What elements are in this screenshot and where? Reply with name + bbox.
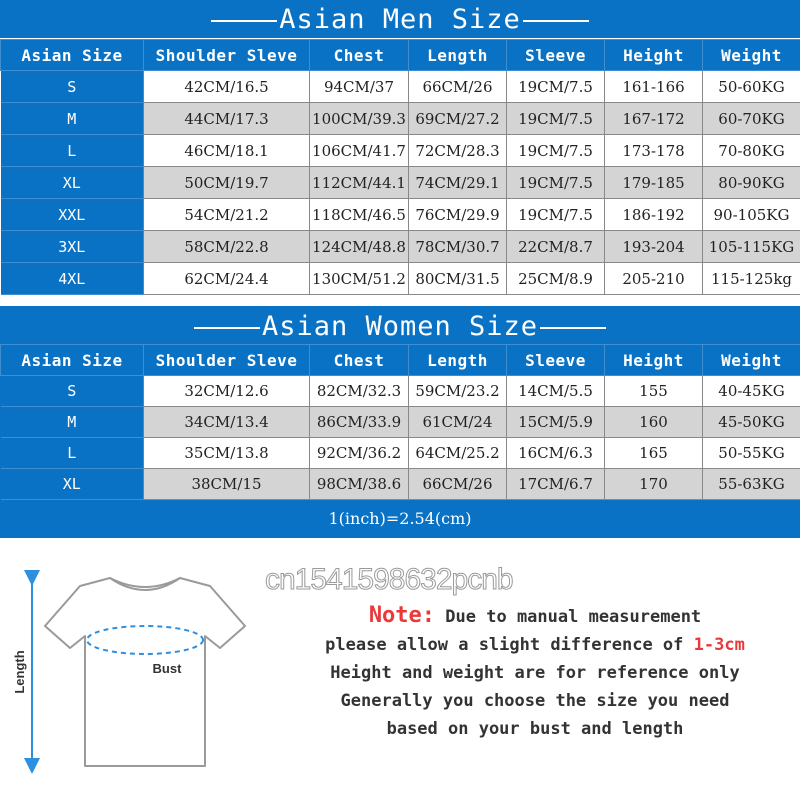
column-header: Asian Size — [1, 40, 144, 71]
size-cell: XL — [1, 469, 144, 500]
table-cell: 60-70KG — [703, 103, 800, 135]
table-cell: 50-60KG — [703, 71, 800, 103]
table-cell: 50CM/19.7 — [144, 167, 310, 199]
women-size-table — [0, 344, 800, 500]
column-header: Chest — [310, 40, 409, 71]
column-header: Length — [409, 40, 507, 71]
table-cell: 44CM/17.3 — [144, 103, 310, 135]
table-cell: 205-210 — [605, 263, 703, 295]
unit-conversion: 1(inch)=2.54(cm) — [328, 509, 472, 528]
table-cell: 124CM/48.8 — [310, 231, 409, 263]
table-cell: 186-192 — [605, 199, 703, 231]
table-cell: 80CM/31.5 — [409, 263, 507, 295]
watermark-text: cn1541598632pcnb — [265, 563, 513, 596]
women-title: Asian Women Size — [261, 311, 539, 342]
table-cell: 66CM/26 — [409, 71, 507, 103]
note-text-2: please allow a slight difference of — [325, 635, 694, 655]
table-row — [1, 199, 800, 231]
table-row — [1, 469, 800, 500]
table-cell: 58CM/22.8 — [144, 231, 310, 263]
table-cell: 40-45KG — [703, 376, 800, 407]
table-cell: 118CM/46.5 — [310, 199, 409, 231]
table-cell: 15CM/5.9 — [507, 407, 605, 438]
table-cell: 19CM/7.5 — [507, 135, 605, 167]
table-cell: 78CM/30.7 — [409, 231, 507, 263]
column-header: Sleeve — [507, 345, 605, 376]
table-cell: 115-125kg — [703, 263, 800, 295]
table-cell: 86CM/33.9 — [310, 407, 409, 438]
table-cell: 72CM/28.3 — [409, 135, 507, 167]
size-cell: M — [1, 103, 144, 135]
table-cell: 19CM/7.5 — [507, 167, 605, 199]
table-cell: 170 — [605, 469, 703, 500]
note-highlight: 1-3cm — [693, 635, 745, 655]
column-header: Shoulder Sleve — [144, 345, 310, 376]
table-cell: 161-166 — [605, 71, 703, 103]
table-row — [1, 231, 800, 263]
table-cell: 106CM/41.7 — [310, 135, 409, 167]
size-cell: L — [1, 438, 144, 469]
table-cell: 19CM/7.5 — [507, 71, 605, 103]
women-header-row — [1, 345, 800, 376]
table-cell: 100CM/39.3 — [310, 103, 409, 135]
column-header: Shoulder Sleve — [144, 40, 310, 71]
table-cell: 16CM/6.3 — [507, 438, 605, 469]
table-cell: 82CM/32.3 — [310, 376, 409, 407]
size-cell: XL — [1, 167, 144, 199]
size-cell: 3XL — [1, 231, 144, 263]
note-line-4: Generally you choose the size you need — [340, 691, 730, 711]
size-cell: L — [1, 135, 144, 167]
table-row — [1, 407, 800, 438]
men-title: Asian Men Size — [279, 4, 521, 35]
table-cell: 165 — [605, 438, 703, 469]
table-cell: 155 — [605, 376, 703, 407]
tshirt-outline — [45, 578, 245, 766]
table-cell: 64CM/25.2 — [409, 438, 507, 469]
table-cell: 19CM/7.5 — [507, 199, 605, 231]
table-cell: 54CM/21.2 — [144, 199, 310, 231]
table-cell: 173-178 — [605, 135, 703, 167]
table-cell: 179-185 — [605, 167, 703, 199]
title-rule-right — [523, 20, 589, 22]
table-cell: 80-90KG — [703, 167, 800, 199]
note-text-1: Due to manual measurement — [445, 607, 702, 627]
bust-label: Bust — [152, 661, 182, 676]
table-row — [1, 167, 800, 199]
note-line-5: based on your bust and length — [386, 719, 684, 739]
column-header: Sleeve — [507, 40, 605, 71]
table-cell: 46CM/18.1 — [144, 135, 310, 167]
length-label: Length — [12, 650, 27, 694]
table-cell: 90-105KG — [703, 199, 800, 231]
table-cell: 59CM/23.2 — [409, 376, 507, 407]
column-header: Weight — [703, 40, 800, 71]
note-line-3: Height and weight are for reference only — [330, 663, 740, 683]
table-cell: 14CM/5.5 — [507, 376, 605, 407]
table-cell: 32CM/12.6 — [144, 376, 310, 407]
table-row — [1, 71, 800, 103]
size-cell: S — [1, 376, 144, 407]
column-header: Chest — [310, 345, 409, 376]
size-cell: 4XL — [1, 263, 144, 295]
table-cell: 105-115KG — [703, 231, 800, 263]
table-cell: 94CM/37 — [310, 71, 409, 103]
title-rule-right — [540, 327, 606, 329]
table-cell: 98CM/38.6 — [310, 469, 409, 500]
table-cell: 62CM/24.4 — [144, 263, 310, 295]
column-header: Length — [409, 345, 507, 376]
table-cell: 193-204 — [605, 231, 703, 263]
men-header-row — [1, 40, 800, 71]
table-cell: 19CM/7.5 — [507, 103, 605, 135]
table-cell: 17CM/6.7 — [507, 469, 605, 500]
table-row — [1, 438, 800, 469]
table-cell: 76CM/29.9 — [409, 199, 507, 231]
table-cell: 38CM/15 — [144, 469, 310, 500]
table-cell: 112CM/44.1 — [310, 167, 409, 199]
column-header: Height — [605, 40, 703, 71]
table-cell: 70-80KG — [703, 135, 800, 167]
table-cell: 69CM/27.2 — [409, 103, 507, 135]
table-cell: 22CM/8.7 — [507, 231, 605, 263]
tshirt-diagram — [0, 548, 270, 788]
table-cell: 45-50KG — [703, 407, 800, 438]
table-cell: 167-172 — [605, 103, 703, 135]
table-cell: 61CM/24 — [409, 407, 507, 438]
note-line-2 — [280, 631, 790, 659]
table-cell: 66CM/26 — [409, 469, 507, 500]
title-rule-left — [211, 20, 277, 22]
size-cell: XXL — [1, 199, 144, 231]
table-cell: 92CM/36.2 — [310, 438, 409, 469]
note-label: Note: — [368, 603, 436, 628]
table-cell: 74CM/29.1 — [409, 167, 507, 199]
table-cell: 50-55KG — [703, 438, 800, 469]
title-rule-left — [194, 327, 260, 329]
women-title-banner — [0, 310, 800, 344]
column-header: Weight — [703, 345, 800, 376]
table-cell: 130CM/51.2 — [310, 263, 409, 295]
note-line-1 — [280, 602, 790, 631]
table-cell: 42CM/16.5 — [144, 71, 310, 103]
men-title-banner — [0, 0, 800, 38]
men-size-table — [0, 39, 800, 295]
column-header: Height — [605, 345, 703, 376]
table-cell: 34CM/13.4 — [144, 407, 310, 438]
size-cell: M — [1, 407, 144, 438]
table-cell: 160 — [605, 407, 703, 438]
size-cell: S — [1, 71, 144, 103]
table-cell: 35CM/13.8 — [144, 438, 310, 469]
table-cell: 55-63KG — [703, 469, 800, 500]
column-header: Asian Size — [1, 345, 144, 376]
table-row — [1, 376, 800, 407]
table-row — [1, 263, 800, 295]
note-box — [280, 602, 790, 743]
table-cell: 25CM/8.9 — [507, 263, 605, 295]
table-row — [1, 103, 800, 135]
table-row — [1, 135, 800, 167]
